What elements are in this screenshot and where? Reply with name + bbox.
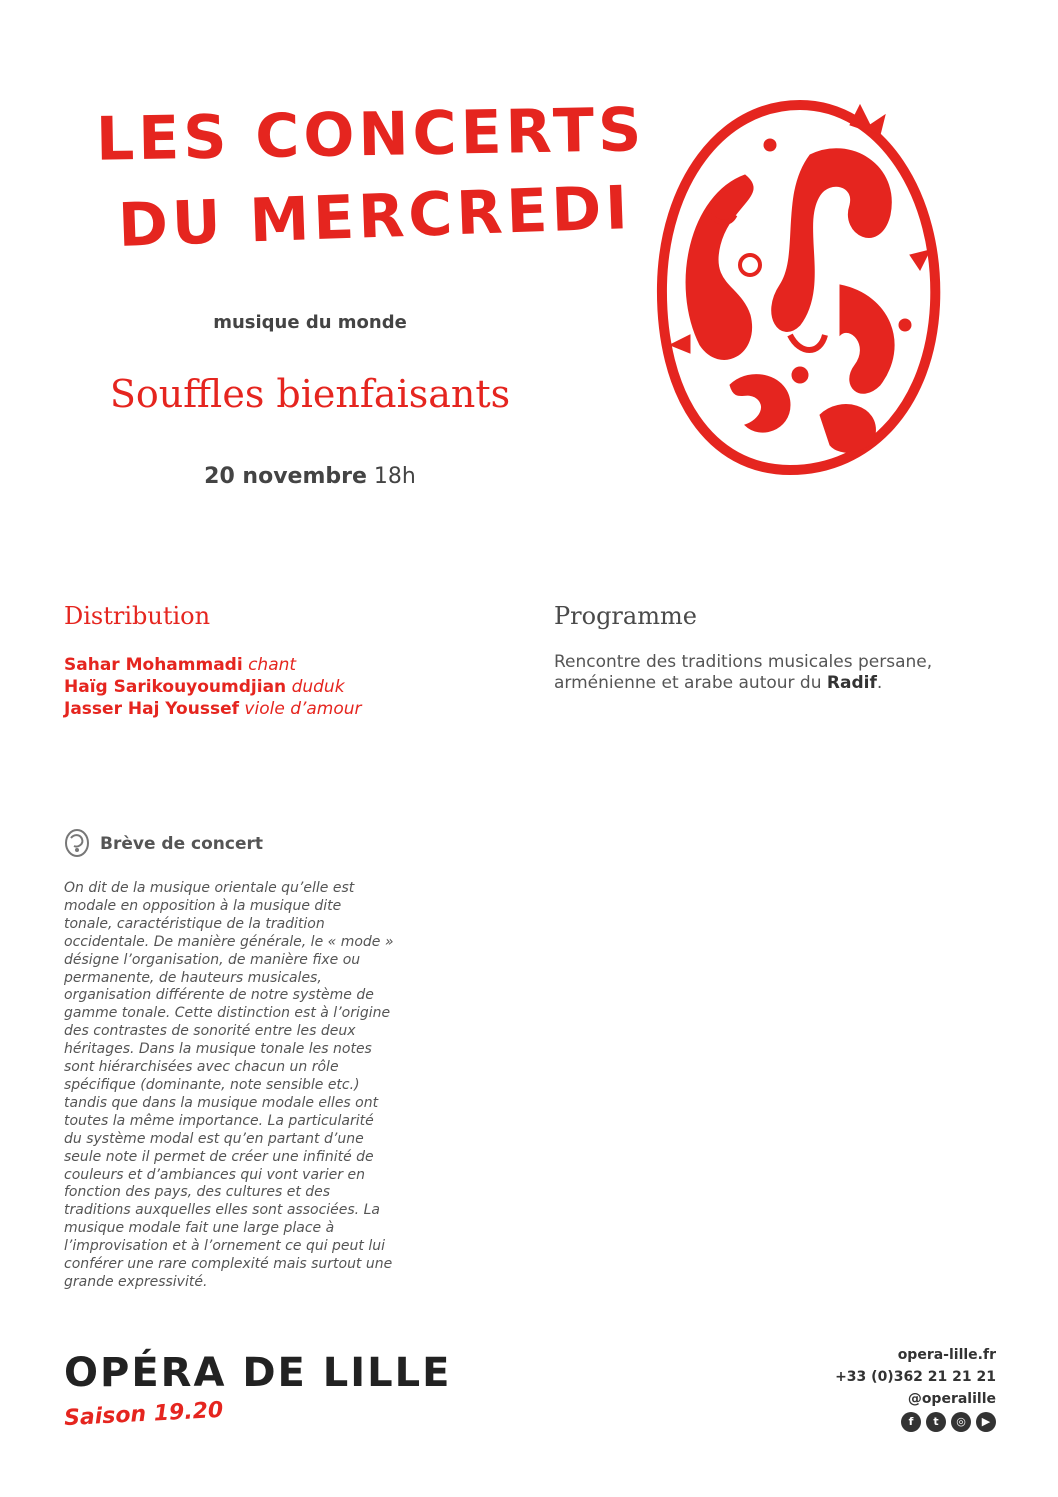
list-item [64,698,362,720]
programme-text [554,652,994,694]
programme-highlight: Radif [826,673,877,693]
programme-text-after: . [876,673,883,693]
title-line-2: DU MERCREDI [116,173,633,261]
breve-heading: Brève de concert [100,834,263,854]
phone-number: +33 (0)362 21 21 21 [835,1369,996,1385]
performer-name: Sahar Mohammadi [64,655,243,675]
programme-heading: Programme [554,602,697,630]
youtube-icon[interactable]: ▶ [976,1412,996,1432]
programme-text-before: Rencontre des traditions musicales persane, arménienne et arabe autour du [554,652,933,693]
performer-name: Haïg Sarikouyoumdjian [64,677,287,697]
bird-emblem-icon [650,85,950,480]
season-label: Saison 19.20 [63,1397,224,1432]
list-item [64,654,362,676]
title-line-1: LES CONCERTS [95,95,646,175]
facebook-icon[interactable]: f [901,1412,921,1432]
contact-block [835,1344,996,1410]
performer-instrument: duduk [291,677,345,697]
concert-time: 18h [373,464,416,489]
distribution-heading: Distribution [64,602,211,630]
concert-date: 20 novembre [204,464,367,489]
concert-date-time [180,464,440,489]
performer-instrument: viole d’amour [244,699,362,719]
social-handle[interactable]: @operalille [907,1391,996,1407]
concert-title: Souffles bienfaisants [109,372,511,416]
twitter-icon[interactable]: t [926,1412,946,1432]
website-link[interactable]: opera-lille.fr [897,1347,996,1363]
social-links [901,1412,996,1432]
list-item [64,676,362,698]
org-name: OPÉRA DE LILLE [64,1350,452,1396]
performer-instrument: chant [248,655,297,675]
concert-genre: musique du monde [213,312,407,333]
brief-emblem-icon [64,828,90,858]
instagram-icon[interactable]: ◎ [951,1412,971,1432]
distribution-list [64,654,362,720]
performer-name: Jasser Haj Youssef [64,699,240,719]
breve-text: On dit de la musique orientale qu’elle est modale en opposition à la musique dite tonale, caractéristique de la tradition occidentale. De manière générale, le « mode » désigne l’organisation, de manière fixe ou permanente, de hauteurs musicales, organisation différente de notre système de gamme tonale. Cette distinction est à l’origine des contrastes de sonorité entre les deux héritages. Dans la musique tonale les notes sont hiérarchisées avec chacun un rôle spécifique (dominante, note sensible etc.) tandis que dans la musique modale elles ont toutes la même importance. La particularité du système modal est qu’en partant d’une seule note il permet de créer une infinité de couleurs et d’ambiances qui vont varier en fonction des pays, des cultures et des traditions auxquelles elles sont associées. La musique modale fait une large place à l’improvisation et à l’ornement ce qui peut lui conférer une rare complexité mais surtout une grande expressivité. [64,880,394,1290]
